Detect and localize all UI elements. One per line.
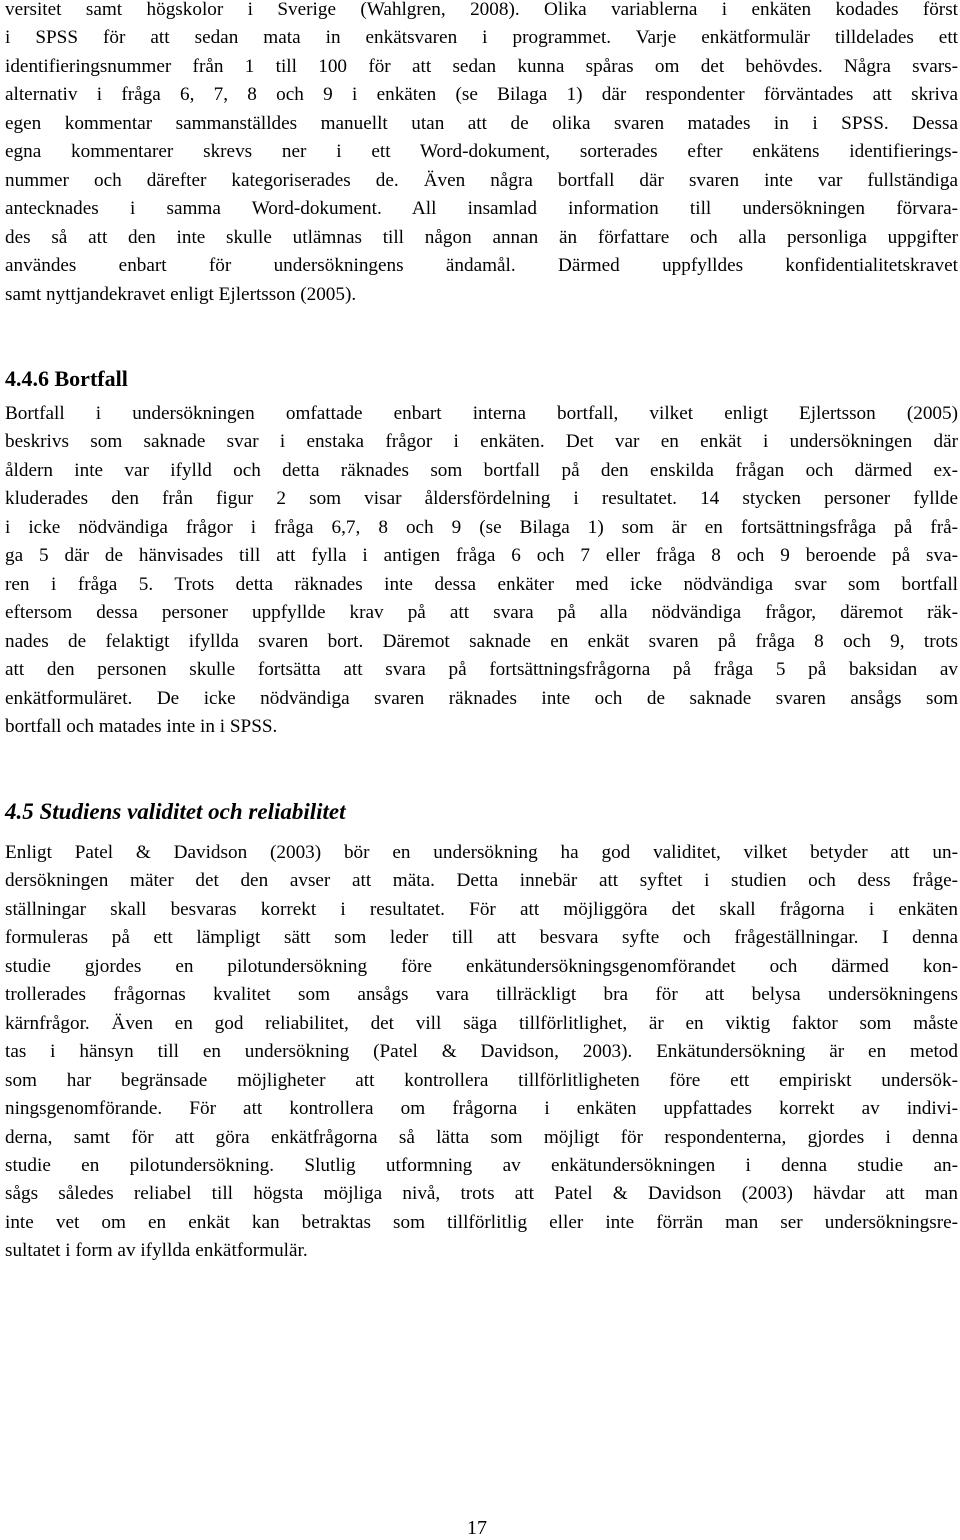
text-line: egen kommentar sammanställdes manuellt utan att de olika svaren matades in i SPSS. Dessa bbox=[5, 112, 958, 134]
text-line: studie gjordes en pilotundersökning före enkätundersökningsgenomförandet och därmed kon- bbox=[5, 955, 958, 977]
text-line: kärnfrågor. Även en god reliabilitet, det vill säga tillförlitlighet, är en viktig faktor som måste bbox=[5, 1012, 958, 1034]
validitet-paragraph-text bbox=[5, 839, 958, 1266]
text-line: i icke nödvändiga frågor i fråga 6,7, 8 och 9 (se Bilaga 1) som är en fortsättningsfråga på frå- bbox=[5, 516, 958, 538]
text-line: egna kommentarer skrevs ner i ett Word-dokument, sorterades efter enkätens identifierings- bbox=[5, 141, 958, 163]
text-line: att den personen skulle fortsätta att svara på fortsättningsfrågorna på fråga 5 på baksidan av bbox=[5, 659, 958, 681]
text-line: i SPSS för att sedan mata in enkätsvaren i programmet. Varje enkätformulär tilldelades ett bbox=[5, 27, 958, 49]
text-line: enkätformuläret. De icke nödvändiga svaren räknades inte och de saknade svaren ansågs som bbox=[5, 687, 958, 709]
text-line: tas i hänsyn till en undersökning (Patel & Davidson, 2003). Enkätundersökning är en metod bbox=[5, 1041, 958, 1063]
text-line: versitet samt högskolor i Sverige (Wahlgren, 2008). Olika variablerna i enkäten kodades först bbox=[5, 0, 958, 20]
text-line: formuleras på ett lämpligt sätt som leder till att besvara syfte och frågeställningar. I denna bbox=[5, 927, 958, 949]
text-line: derna, samt för att göra enkätfrågorna så lätta som möjligt för respondenterna, gjordes i denna bbox=[5, 1126, 958, 1148]
text-line: som har begränsade möjligheter att kontrollera tillförlitligheten före ett empiriskt undersök- bbox=[5, 1069, 958, 1091]
text-line: nummer och därefter kategoriserades de. Även några bortfall där svaren inte var fullständiga bbox=[5, 169, 958, 191]
text-line: eftersom dessa personer uppfyllde krav på att svara på alla nödvändiga frågor, däremot räk- bbox=[5, 602, 958, 624]
text-line: dersökningen mäter det den avser att mäta. Detta innebär att syftet i studien och dess fråge- bbox=[5, 870, 958, 892]
text-line: des så att den inte skulle utlämnas till någon annan än författare och alla personliga uppgifter bbox=[5, 226, 958, 248]
heading-4-5: 4.5 Studiens validitet och reliabilitet bbox=[5, 799, 346, 824]
page-number: 17 bbox=[467, 1517, 487, 1539]
validitet-paragraph bbox=[5, 839, 958, 1266]
text-line: alternativ i fråga 6, 7, 8 och 9 i enkäten (se Bilaga 1) där respondenter förväntades att skriva bbox=[5, 84, 958, 106]
heading-4-4-6: 4.4.6 Bortfall bbox=[5, 366, 128, 391]
text-line: studie en pilotundersökning. Slutlig utformning av enkätundersökningen i denna studie an- bbox=[5, 1154, 958, 1176]
text-line: ga 5 där de hänvisades till att fylla i antigen fråga 6 och 7 eller fråga 8 och 9 beroende på sva- bbox=[5, 545, 958, 567]
text-line: beskrivs som saknade svar i enstaka frågor i enkäten. Det var en enkät i undersökningen där bbox=[5, 431, 958, 453]
bortfall-paragraph bbox=[5, 400, 958, 741]
text-line: ställningar skall besvaras korrekt i resultatet. För att möjliggöra det skall frågorna i enkäten bbox=[5, 898, 958, 920]
text-line: trollerades frågornas kvalitet som ansågs vara tillräckligt bra för att belysa undersökningens bbox=[5, 984, 958, 1006]
intro-paragraph-text bbox=[5, 0, 958, 309]
text-line: bortfall och matades inte in i SPSS. bbox=[5, 715, 278, 737]
text-line: samt nyttjandekravet enligt Ejlertsson (2005). bbox=[5, 283, 357, 305]
text-line: antecknades i samma Word-dokument. All insamlad information till undersökningen förvara- bbox=[5, 198, 958, 220]
text-line: Enligt Patel & Davidson (2003) bör en undersökning ha god validitet, vilket betyder att un- bbox=[5, 842, 958, 863]
text-line: kluderades den från figur 2 som visar åldersfördelning i resultatet. 14 stycken personer fyllde bbox=[5, 488, 958, 510]
text-line: åldern inte var ifylld och detta räknades som bortfall på den enskilda frågan och därmed ex- bbox=[5, 459, 958, 481]
text-line: användes enbart för undersökningens ändamål. Därmed uppfylldes konfidentialitetskravet bbox=[5, 255, 958, 277]
text-line: sultatet i form av ifyllda enkätformulär. bbox=[5, 1240, 308, 1262]
text-line: ningsgenomförande. För att kontrollera om frågorna i enkäten uppfattades korrekt av indivi- bbox=[5, 1098, 958, 1120]
text-line: sågs således reliabel till högsta möjliga nivå, trots att Patel & Davidson (2003) hävdar att man bbox=[5, 1183, 958, 1205]
intro-paragraph bbox=[5, 0, 958, 309]
text-line: identifieringsnummer från 1 till 100 för att sedan kunna spåras om det behövdes. Några svars- bbox=[5, 55, 958, 77]
text-line: inte vet om en enkät kan betraktas som tillförlitlig eller inte förrän man ser undersökningsre- bbox=[5, 1211, 958, 1233]
text-line: ren i fråga 5. Trots detta räknades inte dessa enkäter med icke nödvändiga svar som bortfall bbox=[5, 573, 958, 595]
bortfall-paragraph-text bbox=[5, 400, 958, 741]
text-line: nades de felaktigt ifyllda svaren bort. Däremot saknade en enkät svaren på fråga 8 och 9, trots bbox=[5, 630, 958, 652]
text-line: Bortfall i undersökningen omfattade enbart interna bortfall, vilket enligt Ejlertsson (2005) bbox=[5, 403, 958, 424]
